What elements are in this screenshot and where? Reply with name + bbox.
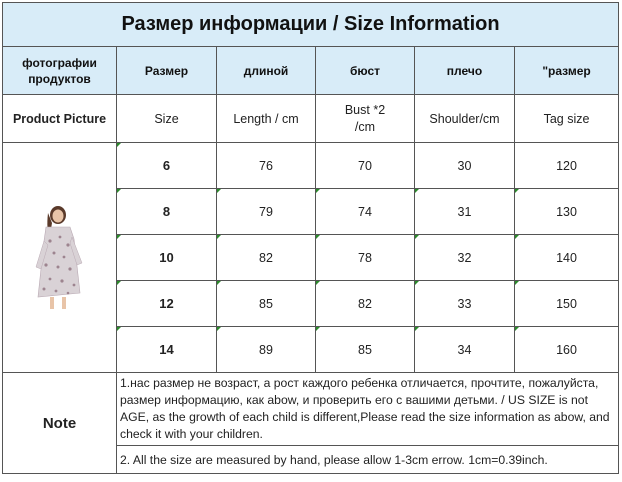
shoulder-cell: 34 [415, 327, 515, 373]
tag-cell: 130 [515, 189, 619, 235]
product-photo [3, 143, 117, 373]
shoulder-cell: 30 [415, 143, 515, 189]
header-shoulder-ru: плечо [415, 47, 515, 95]
tag-cell: 120 [515, 143, 619, 189]
length-cell: 89 [217, 327, 316, 373]
note-row [3, 373, 619, 446]
size-cell: 8 [117, 189, 217, 235]
header-photo-en: Product Picture [3, 95, 117, 143]
note-text-1: 1.нас размер не возраст, а рост каждого ребенка отличается, прочтите, пожалуйста, размер информацию, как abow, и проверить его с вашими детьми. / US SIZE is not AGE, as the growth of each child is different,Please read the size information as abow, and check it with your children. [117, 373, 619, 446]
size-cell: 14 [117, 327, 217, 373]
size-chart [2, 2, 618, 479]
tag-cell: 150 [515, 281, 619, 327]
note-text-2: 2. All the size are measured by hand, please allow 1-3cm errow. 1cm=0.39inch. [117, 446, 619, 474]
bust-cell: 70 [316, 143, 415, 189]
bust-cell: 74 [316, 189, 415, 235]
header-size-ru: Размер [117, 47, 217, 95]
note-label: Note [3, 373, 117, 474]
product-dress-image [30, 201, 90, 311]
length-cell: 82 [217, 235, 316, 281]
header-bust-ru: бюст [316, 47, 415, 95]
length-cell: 79 [217, 189, 316, 235]
header-size-en: Size [117, 95, 217, 143]
header-shoulder-en: Shoulder/cm [415, 95, 515, 143]
bust-cell: 82 [316, 281, 415, 327]
header-bust-en: Bust *2 /cm [316, 95, 415, 143]
header-row-ru [3, 47, 619, 95]
bust-cell: 78 [316, 235, 415, 281]
header-row-en [3, 95, 619, 143]
shoulder-cell: 32 [415, 235, 515, 281]
size-table [2, 2, 619, 474]
header-tag-ru: "размер [515, 47, 619, 95]
tag-cell: 140 [515, 235, 619, 281]
length-cell: 76 [217, 143, 316, 189]
bust-cell: 85 [316, 327, 415, 373]
header-photo-ru: фотографии продуктов [3, 47, 117, 95]
header-length-ru: длиной [217, 47, 316, 95]
header-length-en: Length / cm [217, 95, 316, 143]
size-cell: 10 [117, 235, 217, 281]
length-cell: 85 [217, 281, 316, 327]
header-tag-en: Tag size [515, 95, 619, 143]
size-cell: 6 [117, 143, 217, 189]
shoulder-cell: 31 [415, 189, 515, 235]
shoulder-cell: 33 [415, 281, 515, 327]
size-cell: 12 [117, 281, 217, 327]
tag-cell: 160 [515, 327, 619, 373]
table-title: Размер информации / Size Information [3, 3, 619, 47]
table-row [3, 143, 619, 189]
